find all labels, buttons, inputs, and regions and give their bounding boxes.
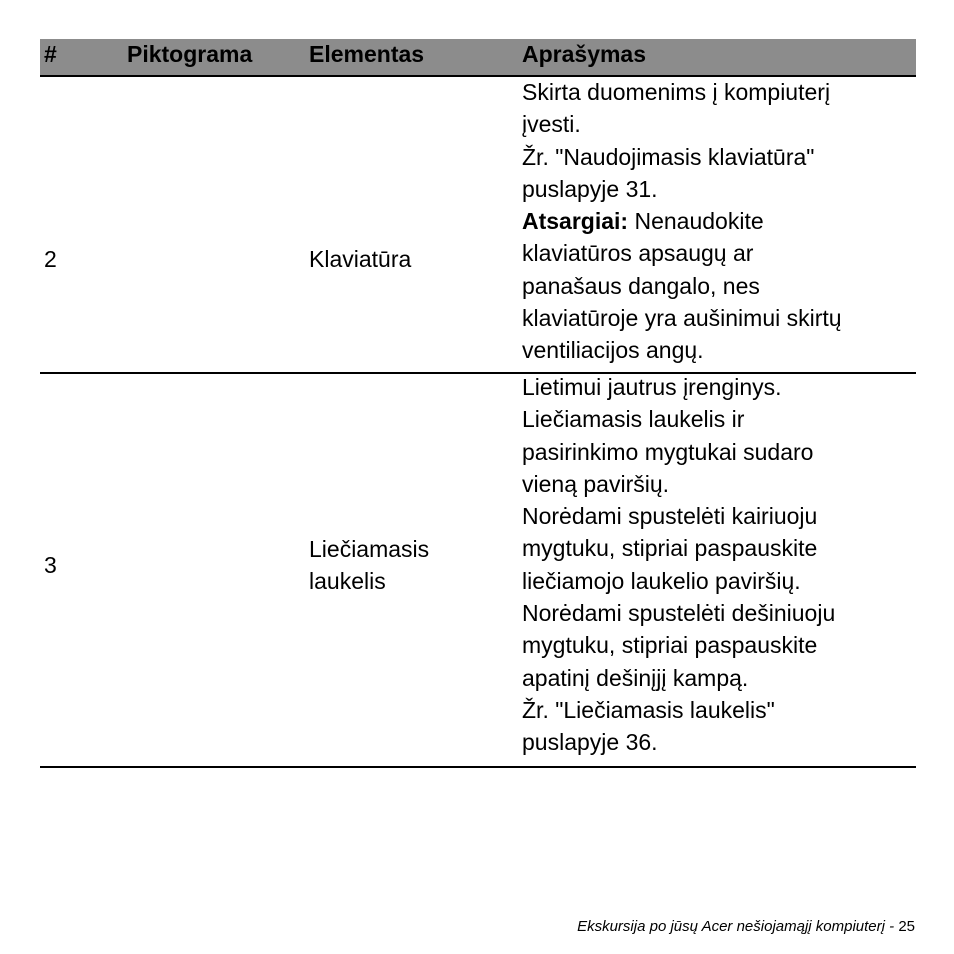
element-name-line: laukelis [309, 568, 386, 594]
description-line: Lietimui jautrus įrenginys. [522, 374, 782, 400]
description-line: įvesti. [522, 111, 581, 138]
element-name-line: Liečiamasis [309, 536, 430, 562]
table-row [40, 77, 916, 374]
description-line: klaviatūroje yra aušinimui skirtų [522, 305, 842, 332]
element-name [309, 533, 429, 597]
page-footer [577, 917, 915, 937]
caution-line [522, 205, 912, 237]
description-line: Žr. "Naudojimasis klaviatūra" [522, 143, 815, 170]
row-number: 3 [44, 552, 57, 578]
description-line: puslapyje 36. [522, 729, 658, 756]
row-number: 2 [44, 246, 57, 272]
description-line: panašaus dangalo, nes [522, 272, 760, 299]
element-name: Klaviatūra [309, 246, 412, 272]
description-line: klaviatūros apsaugų ar [522, 240, 754, 267]
table-header-row [40, 39, 916, 77]
caution-text: Nenaudokite [628, 208, 764, 235]
description-line: apatinį dešinįjį kampą. [522, 664, 749, 691]
header-element: Elementas [309, 41, 425, 67]
element-description [522, 371, 912, 759]
element-description [522, 76, 912, 367]
description-line: Norėdami spustelėti kairiuoju [522, 503, 818, 530]
description-line: ventiliacijos angų. [522, 337, 704, 364]
description-line: mygtuku, stipriai paspauskite [522, 632, 818, 659]
caution-label: Atsargiai: [522, 208, 629, 235]
page-number: 25 [898, 918, 915, 935]
description-line: Skirta duomenims į kompiuterį [522, 79, 831, 105]
header-description: Aprašymas [522, 41, 647, 67]
footer-text: Ekskursija po jūsų Acer nešiojamąjį kompiuterį - [577, 918, 899, 935]
description-line: pasirinkimo mygtukai sudaro [522, 438, 814, 465]
table-row [40, 374, 916, 768]
description-line: liečiamojo laukelio paviršių. [522, 567, 801, 594]
header-icon: Piktograma [127, 41, 253, 67]
description-line: Liečiamasis laukelis ir [522, 406, 745, 433]
components-table [40, 39, 916, 768]
description-line: Norėdami spustelėti dešiniuoju [522, 600, 836, 627]
description-line: mygtuku, stipriai paspauskite [522, 535, 818, 562]
description-line: Žr. "Liečiamasis laukelis" [522, 696, 775, 723]
description-line: puslapyje 31. [522, 175, 658, 202]
description-line: vieną paviršių. [522, 470, 670, 497]
header-num: # [44, 41, 57, 67]
